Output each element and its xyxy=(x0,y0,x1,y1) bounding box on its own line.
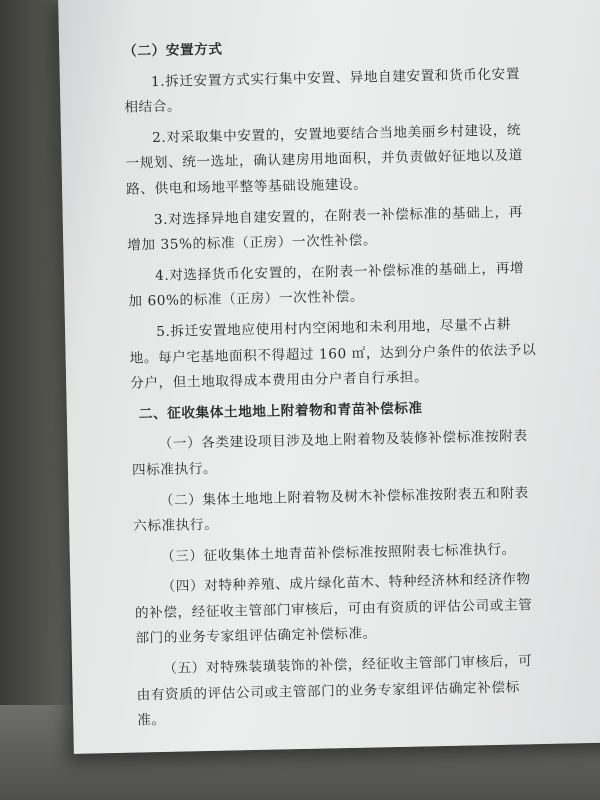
item-3: （三）征收集体土地青苗补偿标准按照附表七标准执行。 xyxy=(160,541,516,565)
section-resettlement-title: （二）安置方式 xyxy=(123,41,223,60)
background-left xyxy=(0,0,70,800)
paper-page xyxy=(58,0,600,754)
document-body xyxy=(123,31,548,739)
paragraph-4: 4.对选择货币化安置的，在附表一补偿标准的基础上，再增加 60%的标准（正房）一次性补偿。 xyxy=(128,260,525,310)
item-4: （四）对特种养殖、成片绿化苗木、特种经济林和经济作物的补偿，经征收主管部门审核后，可由有资质的评估公司或主管部门的业务专家组评估确定补偿标准。 xyxy=(134,571,533,647)
section-2-title: 二、征收集体土地地上附着物和青苗补偿标准 xyxy=(138,400,423,423)
item-2: （二）集体土地地上附着物及树木补偿标准按附表五和附表六标准执行。 xyxy=(133,484,529,535)
paragraph-5: 5.拆迁安置地应使用村内空闲地和未利用地，尽量不占耕地。每户宅基地面积不得超过 160 ㎡，达到分户条件的依法予以分户，但土地取得成本费用由分户者自行承担。 xyxy=(129,316,537,392)
paragraph-3: 3.对选择异地自建安置的，在附表一补偿标准的基础上，再增加 35%的标准（正房）一次性补偿。 xyxy=(127,203,524,254)
paragraph-1: 1.拆迁安置方式实行集中安置、异地自建安置和货币化安置相结合。 xyxy=(124,65,521,116)
item-1: （一）各类建设项目涉及地上附着物及装修补偿标准按附表四标准执行。 xyxy=(131,428,528,479)
paragraph-2: 2.对采取集中安置的，安置地要结合当地美丽乡村建设，统一规划、统一选址，确认建房用地面积，并负责做好征地以及道路、供电和场地平整等基础设施建设。 xyxy=(125,122,524,198)
item-5: （五）对特殊装璜装饰的补偿，经征收主管部门审核后，可由有资质的评估公司或主管部门的业务专家组评估确定补偿标准。 xyxy=(136,653,533,729)
